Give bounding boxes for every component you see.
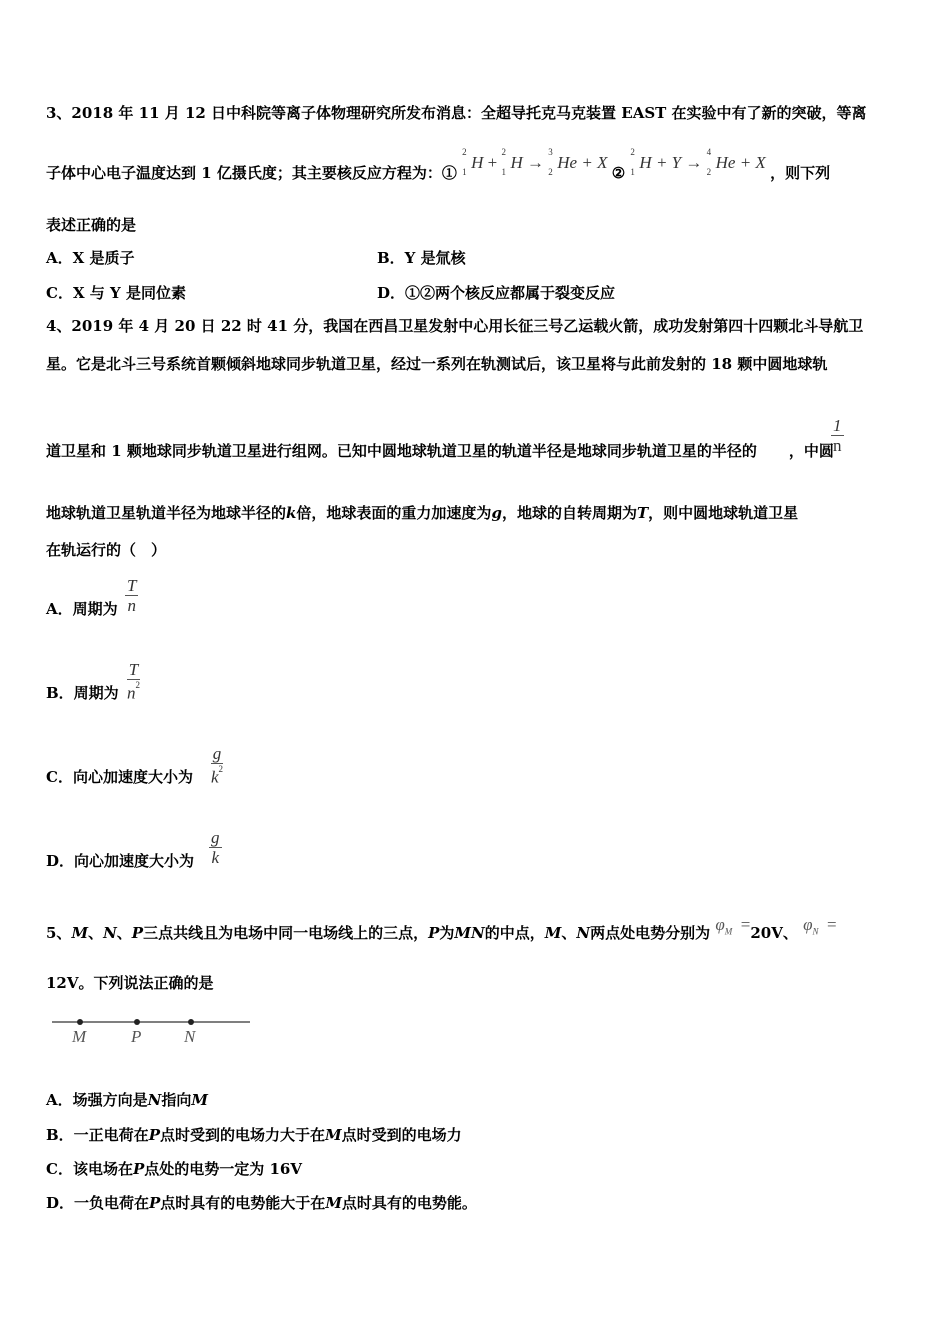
q4-line1: 4、2019 年 4 月 20 日 22 时 41 分，我国在西昌卫星发射中心用长征三号乙运载火箭，成功发射第四十四颗北斗导航卫	[46, 317, 864, 335]
q4-option-a: A．周期为	[46, 600, 118, 618]
q4-line4: 地球轨道卫星轨道半径为地球半径的k倍，地球表面的重力加速度为g，地球的自转周期为T，则中圆地球轨道卫星	[46, 504, 799, 522]
label-p: P	[131, 1027, 142, 1046]
point-m	[77, 1019, 83, 1025]
q4-line5: 在轨运行的（ ）	[46, 541, 167, 559]
q5-line1: 5、M、N、P三点共线且为电场中同一电场线上的三点，P为MN的中点，M、N两点处电势分别为 $\varphi_M =20V$、 $\varphi_N$ =	[46, 915, 837, 942]
q4-option-d: D．向心加速度大小为	[46, 852, 195, 870]
q4-option-a-fraction: $\frac{T}{n}$	[127, 576, 137, 615]
q4-option-d-fraction: $\frac{g}{k}$	[211, 828, 220, 867]
q3-line2	[46, 147, 831, 182]
fraction-one-over-n: $\frac{1}{n}$	[833, 416, 842, 455]
q3-option-a: A．X 是质子	[46, 249, 135, 267]
q4-line2: 星。它是北斗三号系统首颗倾斜地球同步轨道卫星，经过一系列在轨测试后，该卫星将与此前发射的 18 颗中圆地球轨	[46, 355, 828, 373]
q5-option-a: A．场强方向是N指向M	[46, 1091, 208, 1109]
q3-line3: 表述正确的是	[46, 216, 137, 234]
point-p	[134, 1019, 140, 1025]
q5-option-c: C．该电场在P点处的电势一定为 16V	[46, 1160, 302, 1178]
q3-line1: 3、2018 年 11 月 12 日中科院等离子体物理研究所发布消息：全超导托克马克装置 EAST 在实验中有了新的突破，等离	[46, 104, 867, 122]
phi-m: $\varphi_M$ =	[715, 915, 751, 937]
q3-option-b: B．Y 是氚核	[377, 249, 466, 267]
q4-option-c-fraction: $\frac{g}{k^2}$	[211, 744, 224, 787]
field-line-diagram	[50, 1010, 255, 1050]
q3-option-c: C．X 与 Y 是同位素	[46, 284, 186, 302]
q4-option-b: B．周期为	[46, 684, 119, 702]
equation-2: 2 1 H + Y → 4 2 He + X	[630, 147, 766, 177]
equation-1: 2 1 H + 2 1 H → 3 2 He + X	[462, 147, 608, 177]
q4-line3: 道卫星和 1 颗地球同步轨道卫星进行组网。已知中圆地球轨道卫星的轨道半径是地球同步轨道卫星的半径的 ，中圆	[46, 442, 834, 460]
label-n: N	[184, 1027, 196, 1046]
phi-n: $\varphi_N$ =	[803, 915, 837, 937]
q3-line2-post: ，则下列	[770, 164, 831, 182]
q3-line2-pre: 子体中心电子温度达到 1 亿摄氏度；其主要核反应方程为：①	[46, 164, 457, 182]
label-m: M	[72, 1027, 87, 1046]
q5-option-b: B．一正电荷在P点时受到的电场力大于在M点时受到的电场力	[46, 1126, 462, 1144]
q5-option-d: D．一负电荷在P点时具有的电势能大于在M点时具有的电势能。	[46, 1194, 477, 1212]
q3-option-d: D．①②两个核反应都属于裂变反应	[377, 284, 616, 302]
point-n	[188, 1019, 194, 1025]
q4-option-b-fraction: $\frac{T}{n^2}$	[127, 660, 140, 703]
q5-line2: 12V。下列说法正确的是	[46, 974, 214, 992]
circled-two: ②	[611, 164, 626, 182]
q4-option-c: C．向心加速度大小为	[46, 768, 193, 786]
